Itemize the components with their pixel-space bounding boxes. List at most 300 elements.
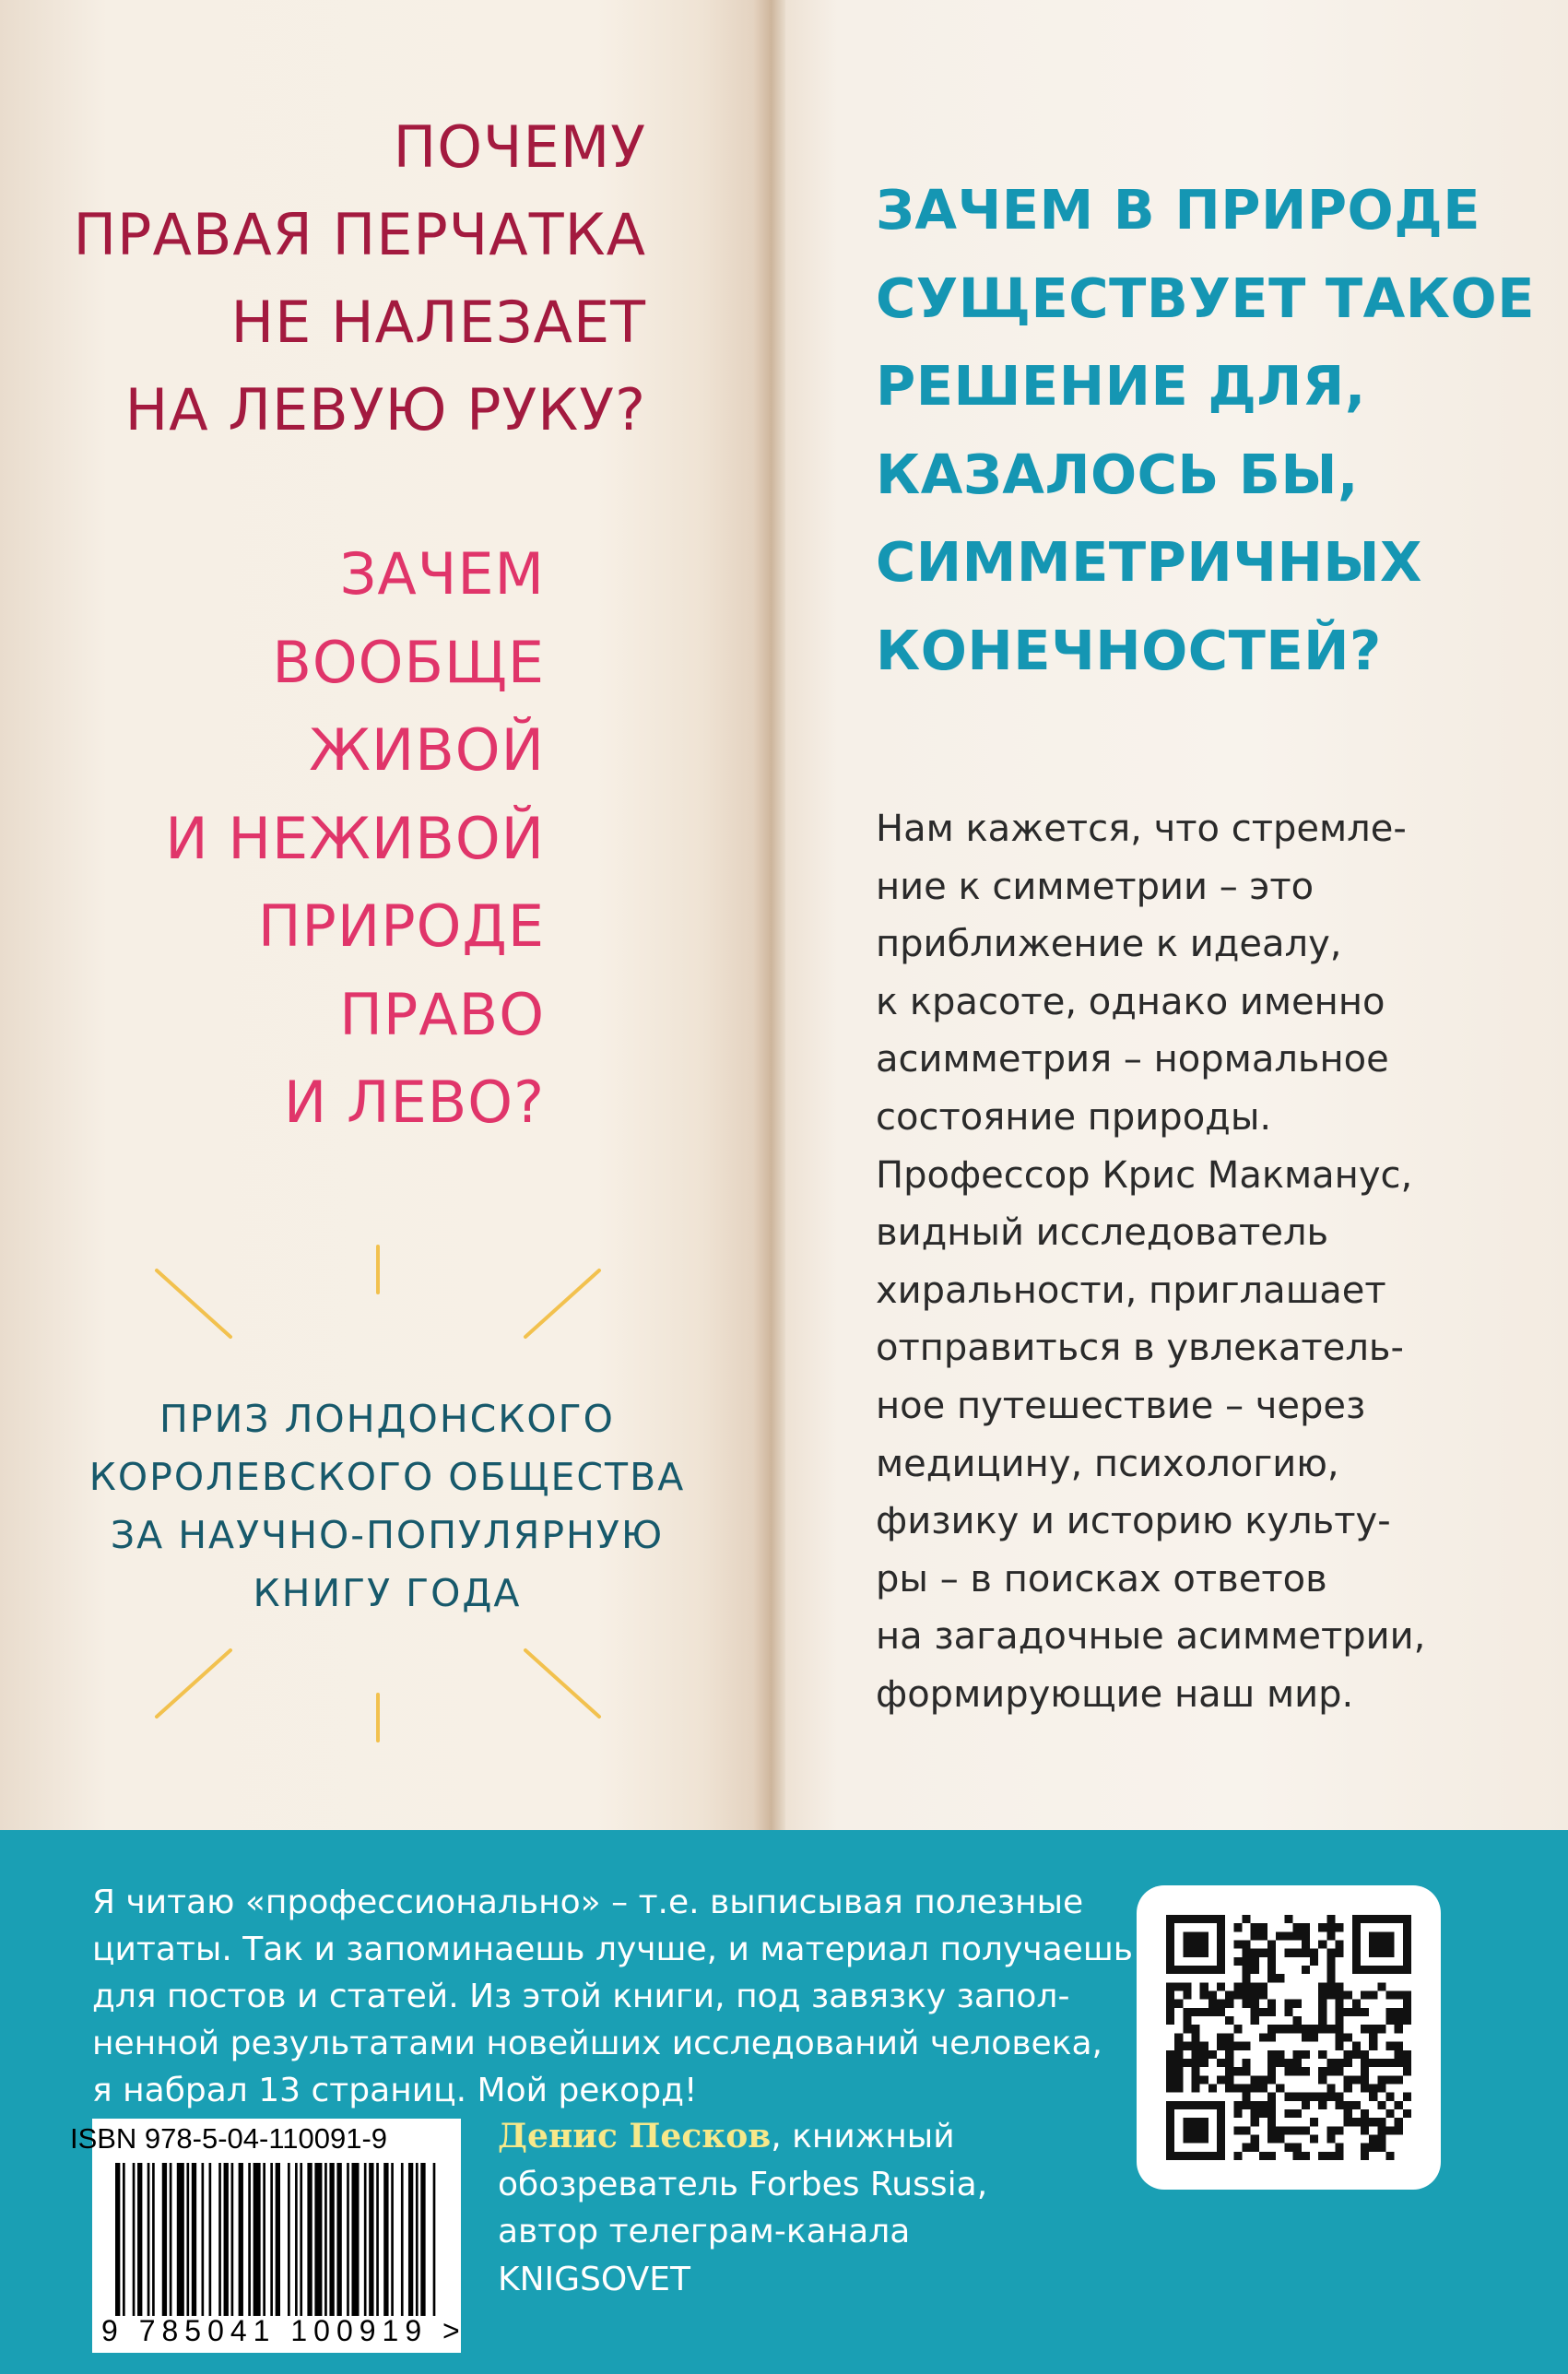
barcode-bar [177,2163,184,2316]
qr-module [1293,2093,1302,2101]
qr-module [1217,2075,1225,2084]
quote-line: ненной результатами новейших исследований человека, [92,2025,1102,2062]
qr-module [1192,2042,1200,2050]
qr-module [1377,2126,1385,2134]
barcode-bar [383,2163,388,2316]
qr-module [1335,2016,1343,2025]
qr-module [1344,2118,1352,2126]
qr-module [1385,2152,1394,2160]
qr-module [1326,1915,1335,1923]
barcode-bar [263,2163,265,2316]
qr-module [1361,2109,1369,2118]
qr-module [1284,2109,1292,2118]
qr-module [1267,2033,1276,2041]
qr-module [1293,2025,1302,2033]
qr-module [1233,2126,1242,2134]
barcode-bar [347,2163,349,2316]
qr-module [1352,2075,1361,2084]
qr-module [1302,2050,1310,2059]
qr-module [1225,2000,1233,2008]
barcode-bar [369,2163,373,2316]
qr-module [1192,2033,1200,2041]
qr-module [1166,2084,1174,2092]
qr-module [1403,2050,1411,2059]
barcode-bar [276,2163,280,2316]
qr-module [1259,2075,1267,2084]
qr-module [1267,2152,1276,2160]
barcode-bar [202,2163,205,2316]
ray-top-left [157,1270,230,1337]
qr-module [1267,2008,1276,2016]
description-line: асимметрия – нормальное [876,1038,1389,1081]
qr-module [1284,2008,1292,2016]
description-line: отправиться в увлекатель- [876,1327,1404,1370]
qr-module [1225,2042,1233,2050]
qr-module [1174,2075,1183,2084]
qr-module [1369,2042,1377,2050]
award-line: ЗА НАУЧНО-ПОПУЛЯРНУЮ [110,1513,665,1557]
qr-module [1361,2050,1369,2059]
qr-module [1361,2118,1369,2126]
qr-module [1267,2000,1276,2008]
qr-module [1251,2101,1259,2109]
qr-module [1174,2067,1183,2075]
qr-module [1326,2093,1335,2101]
qr-module [1395,2075,1403,2084]
qr-module [1217,2042,1225,2050]
question-left-right-line: ЖИВОЙ [309,716,545,784]
qr-module [1192,2050,1200,2059]
description-line: приближение к идеалу, [876,923,1342,966]
qr-module [1192,2075,1200,2084]
question-glove-line: ПОЧЕМУ [393,113,646,181]
qr-module [1395,2050,1403,2059]
reviewer-line [498,2113,1069,2161]
qr-module [1259,2109,1267,2118]
qr-module [1174,2042,1183,2050]
qr-module [1276,2134,1284,2143]
qr-module [1335,1923,1343,1931]
qr-module [1403,2109,1411,2118]
question-glove-line: НА ЛЕВУЮ РУКУ? [124,376,646,443]
qr-module [1293,2109,1302,2118]
qr-module [1200,2042,1208,2050]
qr-module [1200,1991,1208,2000]
isbn-label: ISBN 978-5-04-110091-9 [69,2122,388,2155]
barcode-bar [162,2163,167,2316]
qr-module [1183,2118,1208,2144]
barcode-bar [391,2163,394,2316]
qr-module [1267,1957,1276,1966]
qr-module [1225,2075,1233,2084]
qr-module [1251,1982,1259,1990]
qr-module [1267,2050,1276,2059]
qr-module [1259,1931,1267,1940]
qr-module [1166,2016,1174,2025]
qr-module [1369,2025,1377,2033]
qr-module [1395,2008,1403,2016]
qr-module [1225,2016,1233,2025]
review-quote [92,1879,1143,2114]
qr-module [1302,1923,1310,1931]
barcode-bar [288,2163,290,2316]
qr-module [1335,2000,1343,2008]
qr-module [1318,2050,1326,2059]
qr-module [1251,1991,1259,2000]
qr-module [1251,2118,1259,2126]
qr-module [1326,1991,1335,2000]
qr-module [1284,2093,1292,2101]
qr-module [1403,2008,1411,2016]
qr-module [1208,1991,1217,2000]
qr-module [1183,2016,1191,2025]
barcode-bar [376,2163,379,2316]
barcode-bar [253,2163,261,2316]
qr-module [1344,2084,1352,2092]
qr-module [1183,2008,1191,2016]
qr-module [1293,2059,1302,2067]
qr-module [1217,2008,1225,2016]
qr-module [1318,2008,1326,2016]
qr-module [1284,2144,1292,2152]
qr-module [1233,2109,1242,2118]
qr-module [1344,2101,1352,2109]
question-left-right [29,530,545,1147]
reviewer-role: , книжный [771,2118,955,2155]
qr-module [1208,2050,1217,2059]
qr-module [1352,2042,1361,2050]
barcode-bar [123,2163,125,2316]
qr-module [1403,2093,1411,2101]
qr-module [1267,2118,1276,2126]
barcode-bar [416,2163,419,2316]
qr-module [1318,1991,1326,2000]
question-glove [1,103,646,454]
reviewer-attribution [498,2113,1069,2303]
qr-module [1335,1949,1343,1957]
qr-module [1259,2152,1267,2160]
qr-module [1166,2059,1174,2067]
question-left-right-line: И НЕЖИВОЙ [165,804,545,872]
qr-module [1352,2008,1361,2016]
qr-module [1259,2084,1267,2092]
qr-module [1243,2093,1251,2101]
qr-module [1326,1931,1335,1940]
qr-module [1267,1949,1276,1957]
qr-module [1385,2008,1394,2016]
qr-module [1200,2059,1208,2067]
barcode-bar [218,2163,221,2316]
quote-line: для постов и статей. Из этой книги, под завязку запол- [92,1978,1070,2015]
qr-module [1251,2016,1259,2025]
qr-module [1243,1941,1251,1949]
qr-module [1395,2025,1403,2033]
question-nature-line: РЕШЕНИЕ ДЛЯ, [876,354,1366,418]
qr-module [1377,2059,1385,2067]
qr-module [1276,2084,1284,2092]
qr-module [1326,1957,1335,1966]
description-line: ры – в поисках ответов [876,1557,1327,1600]
qr-module [1335,2059,1343,2067]
qr-module [1361,2067,1369,2075]
qr-module [1259,1923,1267,1931]
barcode-bar [248,2163,251,2316]
qr-module [1233,2084,1242,2092]
qr-module [1344,2033,1352,2041]
qr-module [1395,2042,1403,2050]
qr-module [1251,2008,1259,2016]
ray-bottom-left [157,1650,230,1717]
qr-module [1361,2008,1369,2016]
qr-module [1293,2050,1302,2059]
barcode-bar [209,2163,212,2316]
qr-module [1259,2101,1267,2109]
qr-module [1352,2101,1361,2109]
qr-module [1259,2033,1267,2041]
qr-module [1302,2126,1310,2134]
qr-module [1318,2025,1326,2033]
qr-module [1243,2000,1251,2008]
description-line: формирующие наш мир. [876,1672,1354,1716]
qr-module [1267,1974,1276,1982]
qr-module [1225,1991,1233,2000]
qr-module [1225,2067,1233,2075]
qr-module [1344,2008,1352,2016]
barcode-bar [231,2163,234,2316]
qr-module [1243,1957,1251,1966]
barcode-bar [239,2163,243,2316]
qr-module [1259,1982,1267,1990]
qr-module [1403,2000,1411,2008]
qr-module [1385,1991,1394,2000]
qr-module [1344,2075,1352,2084]
question-nature-line: ЗАЧЕМ В ПРИРОДЕ [876,178,1481,242]
barcode-bar [336,2163,341,2316]
qr-module [1326,2084,1335,2092]
qr-module [1344,2050,1352,2059]
barcode-bar [401,2163,404,2316]
qr-module [1217,2000,1225,2008]
qr-module [1251,2144,1259,2152]
qr-module [1192,2059,1200,2067]
quote-line: цитаты. Так и запоминаешь лучше, и материал получаешь [92,1931,1133,1968]
qr-module [1361,2126,1369,2134]
qr-module [1183,2025,1191,2033]
qr-module [1326,1966,1335,1974]
qr-module [1183,1931,1208,1957]
qr-module [1200,2008,1208,2016]
qr-module [1335,2025,1343,2033]
qr-module [1326,2126,1335,2134]
qr-module [1284,2126,1292,2134]
qr-module [1403,2059,1411,2067]
qr-module [1233,2042,1242,2050]
qr-module [1326,2152,1335,2160]
qr-module [1335,2101,1343,2109]
qr-module [1326,1982,1335,1990]
qr-module [1369,2059,1377,2067]
qr-module [1166,2067,1174,2075]
qr-module [1243,2067,1251,2075]
description-line: видный исследователь [876,1211,1329,1255]
description-line: ное путешествие – через [876,1384,1366,1427]
qr-module [1369,2118,1377,2126]
question-nature-line: СУЩЕСТВУЕТ ТАКОЕ [876,266,1535,330]
qr-module [1267,2059,1276,2067]
qr-module [1335,2067,1343,2075]
qr-module [1174,2033,1183,2041]
qr-module [1395,2059,1403,2067]
barcode-bar [433,2163,436,2316]
qr-module [1243,1982,1251,1990]
award-line: ПРИЗ ЛОНДОНСКОГО [159,1397,615,1441]
qr-module [1293,2152,1302,2160]
qr-module [1225,2084,1233,2092]
qr-code-icon[interactable] [1166,1915,1411,2160]
qr-module [1335,1991,1343,2000]
qr-module [1233,2152,1242,2160]
qr-module [1302,2093,1310,2101]
qr-module [1166,2050,1174,2059]
qr-module [1344,2059,1352,2067]
qr-module [1267,2126,1276,2134]
qr-module [1361,2059,1369,2067]
qr-module [1369,2093,1377,2101]
barcode-icon [115,2163,438,2316]
qr-module [1369,1991,1377,2000]
qr-module [1377,2134,1385,2143]
qr-module [1243,2144,1251,2152]
barcode-bar [364,2163,367,2316]
qr-module [1267,2134,1276,2143]
qr-module [1318,1941,1326,1949]
qr-module [1166,2000,1174,2008]
qr-module [1183,1991,1191,2000]
qr-module [1293,2144,1302,2152]
qr-module [1395,2101,1403,2109]
qr-module [1251,2109,1259,2118]
qr-module [1395,2118,1403,2126]
barcode-bar [152,2163,155,2316]
qr-module [1302,2152,1310,2160]
qr-module [1377,2101,1385,2109]
qr-module [1251,2000,1259,2008]
qr-module [1361,2025,1369,2033]
qr-module [1377,2084,1385,2092]
qr-module [1335,2152,1343,2160]
qr-module [1276,2050,1284,2059]
qr-module [1174,1982,1183,1990]
qr-module [1267,2101,1276,2109]
qr-module [1233,1941,1242,1949]
qr-module [1284,2067,1292,2075]
qr-module [1302,1949,1310,1957]
description-line: физику и историю культу- [876,1500,1391,1543]
qr-module [1267,2075,1276,2084]
reviewer-line: автор телеграм-канала [498,2213,911,2250]
qr-module [1302,2033,1310,2041]
qr-module [1251,2084,1259,2092]
qr-module [1276,1974,1284,1982]
qr-module [1395,2016,1403,2025]
qr-module [1335,2042,1343,2050]
qr-module [1318,2152,1326,2160]
qr-module [1233,1957,1242,1966]
qr-module [1385,2016,1394,2025]
qr-module [1395,2126,1403,2134]
barcode-bar [270,2163,273,2316]
barcode-bar [170,2163,172,2316]
qr-module [1174,2050,1183,2059]
barcode-bar [351,2163,359,2316]
qr-module [1251,2134,1259,2143]
question-glove-line: ПРАВАЯ ПЕРЧАТКА [73,201,646,268]
qr-module [1361,2075,1369,2084]
question-left-right-line: ПРИРОДЕ [257,892,545,960]
qr-module [1385,2093,1394,2101]
qr-module [1276,2025,1284,2033]
qr-module [1259,2008,1267,2016]
qr-module [1385,2109,1394,2118]
qr-module [1385,2042,1394,2050]
qr-module [1335,2126,1343,2134]
barcode-bar [307,2163,312,2316]
qr-module [1377,2118,1385,2126]
qr-module [1174,2059,1183,2067]
qr-module [1192,2084,1200,2092]
qr-module [1233,1923,1242,1931]
qr-module [1183,2042,1191,2050]
description-line: медицину, психологию, [876,1442,1339,1485]
qr-module [1166,1991,1174,2000]
barcode-bar [295,2163,298,2316]
qr-module [1200,2050,1208,2059]
qr-module [1267,2093,1276,2101]
qr-module [1243,2059,1251,2067]
question-nature-line: СИММЕТРИЧНЫХ [876,530,1422,594]
barcode-bar [324,2163,327,2316]
description-line: на загадочные асимметрии, [876,1615,1426,1659]
qr-module [1318,2101,1326,2109]
qr-module [1233,1991,1242,2000]
qr-module [1335,2093,1343,2101]
qr-module [1302,2067,1310,2075]
qr-module [1310,2033,1318,2041]
qr-module [1243,1966,1251,1974]
qr-module [1310,2025,1318,2033]
description-line: Нам кажется, что стремле- [876,808,1407,850]
qr-module [1326,2025,1335,2033]
qr-module [1200,1982,1208,1990]
qr-module [1243,2042,1251,2050]
qr-module [1284,2025,1292,2033]
qr-module [1251,2075,1259,2084]
qr-module [1284,2000,1292,2008]
qr-module [1293,1931,1302,1940]
barcode-bar [115,2163,120,2316]
qr-module [1259,1949,1267,1957]
qr-module [1251,1966,1259,1974]
qr-module [1293,2126,1302,2134]
qr-module [1225,2059,1233,2067]
qr-module [1208,2000,1217,2008]
award-line: КНИГУ ГОДА [253,1571,522,1615]
qr-module [1302,1966,1310,1974]
qr-module [1352,2118,1361,2126]
qr-module [1251,1957,1259,1966]
qr-module [1293,1949,1302,1957]
qr-module [1293,2000,1302,2008]
